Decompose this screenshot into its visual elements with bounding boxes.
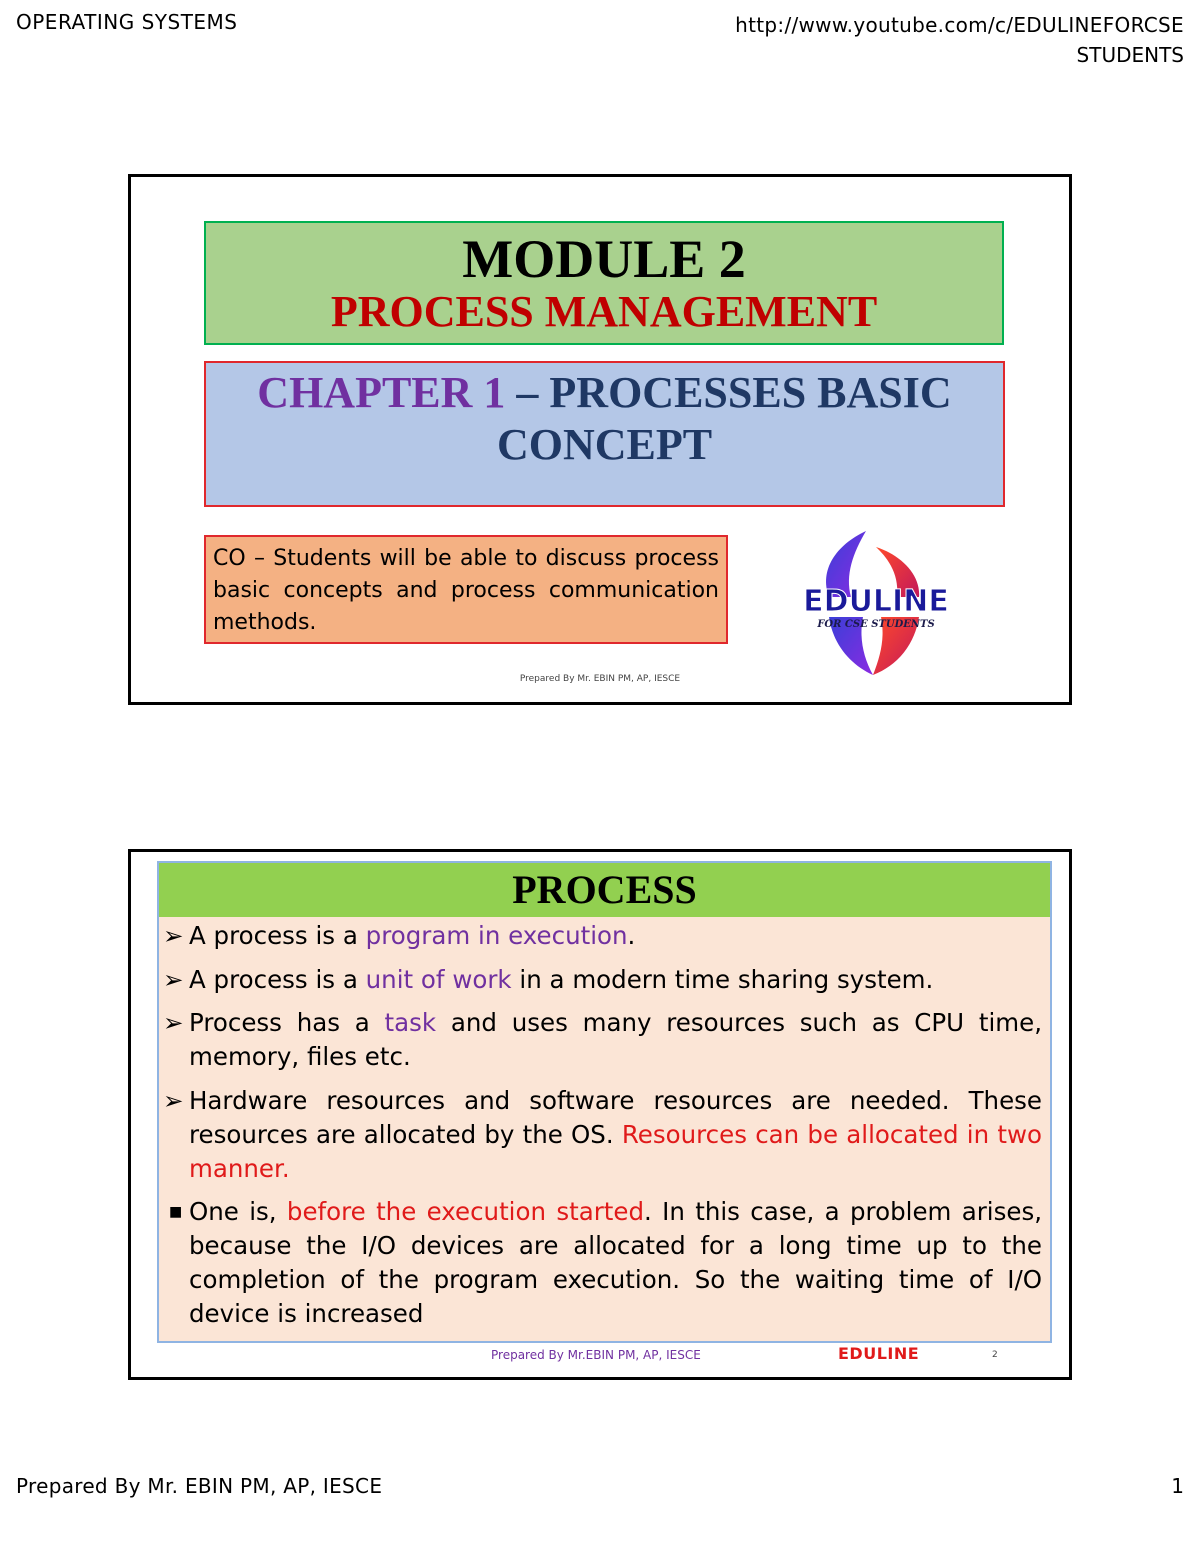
slide-2 — [128, 849, 1072, 1380]
slide-2-prepared-by: Prepared By Mr.EBIN PM, AP, IESCE — [491, 1348, 701, 1362]
document-page-number: 1 — [1171, 1474, 1184, 1498]
slide-1-prepared-by: Prepared By Mr. EBIN PM, AP, IESCE — [519, 674, 681, 684]
square-bullet-icon: ■ — [169, 1204, 183, 1220]
eduline-wordmark: EDULINE — [838, 1344, 920, 1363]
module-subtitle: PROCESS MANAGEMENT — [330, 287, 878, 336]
process-content-box — [157, 861, 1052, 1343]
header-url-line1: http://www.youtube.com/c/EDULINEFORCSE — [735, 13, 1184, 37]
chapter-dash: – — [505, 368, 550, 417]
header-url-line2: STUDENTS — [1076, 43, 1184, 67]
chapter-name: PROCESSES BASIC CONCEPT — [496, 368, 952, 469]
eduline-logo — [781, 525, 971, 677]
document-header-title: OPERATING SYSTEMS — [16, 10, 238, 34]
chapter-title — [206, 367, 1003, 471]
module-title-box — [204, 221, 1004, 345]
arrow-bullet-icon: ➢ — [163, 964, 184, 994]
bullet-item: ➢ A process is a program in execution. — [163, 919, 1042, 953]
sub-bullet-item: ■ One is, before the execution started. In this case, a problem arises, because the I/O devices are allocated for a long time up to the completion of the program execution. So the waiting time of I/O device is increased — [169, 1197, 1042, 1328]
arrow-bullet-icon: ➢ — [163, 921, 184, 950]
slide-1 — [128, 174, 1072, 705]
slide-2-page-number: 2 — [992, 1350, 998, 1360]
arrow-bullet-icon: ➢ — [163, 1008, 184, 1037]
logo-word: EDULINE — [803, 584, 949, 619]
course-outcome-box: CO – Students will be able to discuss process basic concepts and process communication methods. — [204, 535, 728, 644]
bullet-item: ➢ Hardware resources and software resources are needed. These resources are allocated by the OS. Resources can be allocated in two manner. — [163, 1085, 1042, 1183]
logo-tagline: FOR CSE STUDENTS — [817, 619, 935, 630]
document-header-url — [735, 10, 1184, 70]
document-footer-prepared-by: Prepared By Mr. EBIN PM, AP, IESCE — [16, 1474, 383, 1498]
process-title: PROCESS — [159, 863, 1050, 917]
arrow-bullet-icon: ➢ — [163, 1085, 184, 1115]
bullet-item: ➢ Process has a task and uses many resources such as CPU time, memory, files etc. — [163, 1008, 1043, 1071]
module-title: MODULE 2 — [462, 229, 746, 289]
process-bullets — [159, 917, 1050, 1331]
chapter-number: CHAPTER 1 — [257, 368, 506, 417]
chapter-title-box — [204, 361, 1005, 507]
bullet-item: ➢ A process is a unit of work in a modern time sharing system. — [163, 963, 1042, 997]
